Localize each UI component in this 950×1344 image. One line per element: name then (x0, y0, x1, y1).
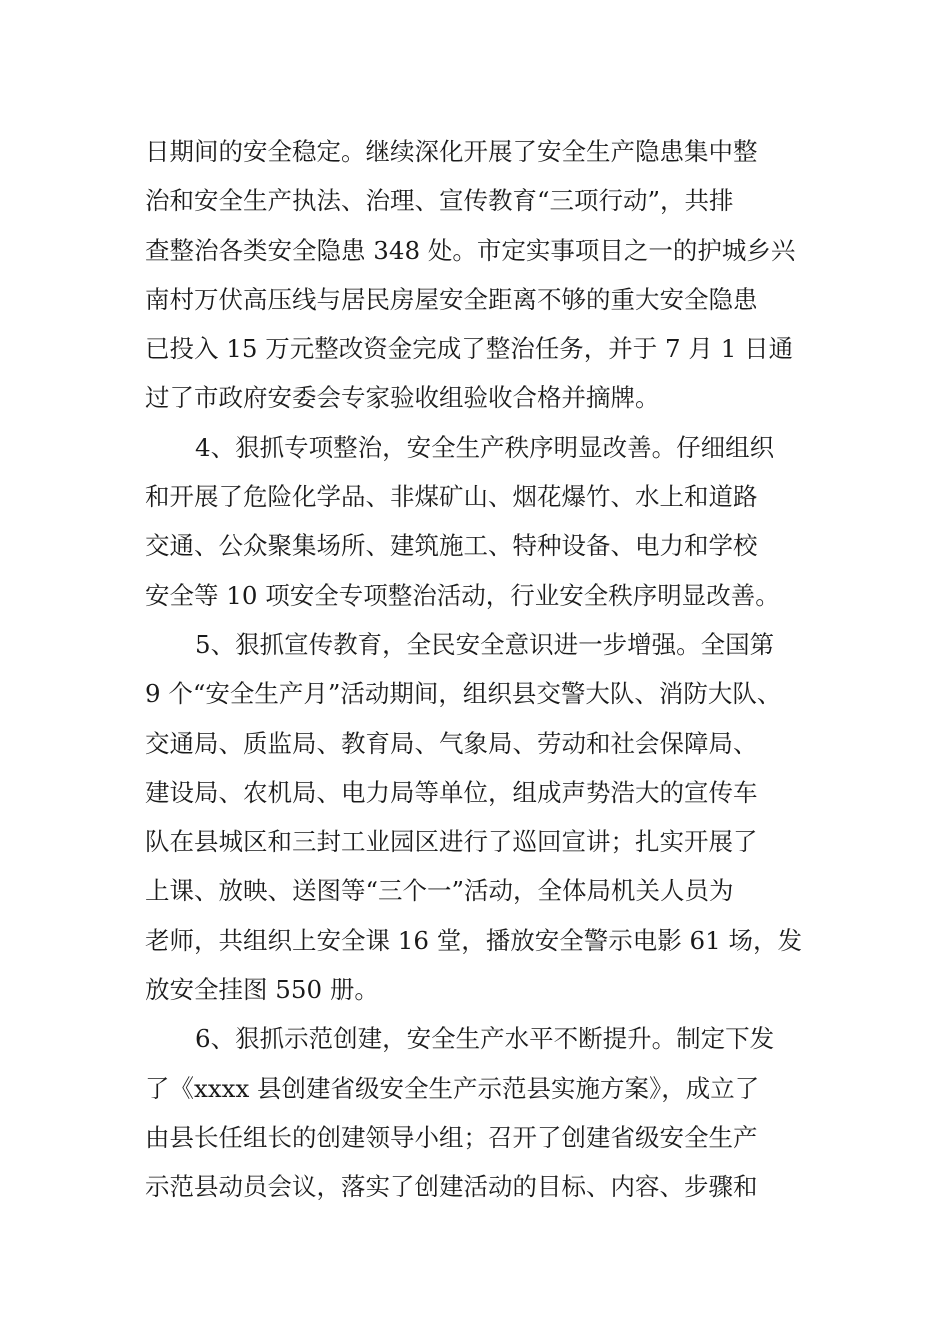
text-line: 查整治各类安全隐患 348 处。市定实事项目之一的护城乡兴 (145, 235, 796, 265)
text-line: 6、狠抓示范创建，安全生产水平不断提升。制定下发 (195, 1024, 775, 1054)
text-line: 交通局、质监局、教育局、气象局、劳动和社会保障局、 (145, 728, 758, 758)
text-line: 9 个“安全生产月”活动期间，组织县交警大队、消防大队、 (145, 679, 782, 709)
text-line: 安全等 10 项安全专项整治活动，行业安全秩序明显改善。 (145, 580, 780, 610)
text-line: 上课、放映、送图等“三个一”活动，全体局机关人员为 (145, 876, 734, 906)
text-line: 交通、公众聚集场所、建筑施工、特种设备、电力和学校 (145, 531, 758, 561)
text-line: 4、狠抓专项整治，安全生产秩序明显改善。仔细组织 (195, 432, 775, 462)
text-line: 日期间的安全稳定。继续深化开展了安全生产隐患集中整 (145, 137, 758, 166)
text-line: 老师，共组织上安全课 16 堂，播放安全警示电影 61 场，发 (145, 925, 802, 955)
text-line: 了《xxxx 县创建省级安全生产示范县实施方案》，成立了 (145, 1073, 760, 1103)
text-line: 过了市政府安委会专家验收组验收合格并摘牌。 (145, 383, 660, 413)
text-line: 队在县城区和三封工业园区进行了巡回宣讲；扎实开展了 (145, 827, 758, 857)
text-line: 建设局、农机局、电力局等单位，组成声势浩大的宣传车 (145, 777, 758, 807)
text-line: 示范县动员会议，落实了创建活动的目标、内容、步骤和 (145, 1172, 758, 1202)
text-line: 由县长任组长的创建领导小组；召开了创建省级安全生产 (145, 1122, 758, 1152)
text-line: 南村万伏高压线与居民房屋安全距离不够的重大安全隐患 (145, 284, 758, 314)
text-line: 治和安全生产执法、治理、宣传教育“三项行动”，共排 (145, 186, 734, 216)
text-line: 已投入 15 万元整改资金完成了整治任务，并于 7 月 1 日通 (145, 334, 794, 364)
document-body (145, 127, 845, 1212)
text-line: 放安全挂图 550 册。 (145, 975, 379, 1005)
text-line: 和开展了危险化学品、非煤矿山、烟花爆竹、水上和道路 (145, 482, 758, 512)
text-line: 5、狠抓宣传教育，全民安全意识进一步增强。全国第 (195, 629, 775, 659)
